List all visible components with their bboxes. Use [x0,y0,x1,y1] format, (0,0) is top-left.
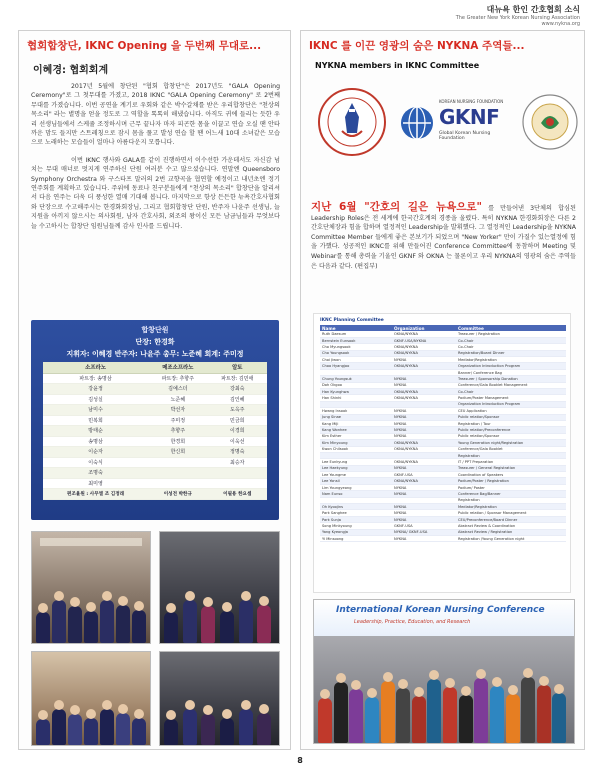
gknf-subtitle: Global Korean Nursing Foundation [439,131,491,141]
planning-cell: Abstract Review / Registration [456,529,566,535]
planning-cell: Treasurer / Sponsorship Donation [456,376,566,382]
choir-photo-stage [31,531,151,644]
roster-cell: 최승자 [208,457,267,468]
person-head [86,602,96,612]
roster-cell [208,468,267,479]
person-figure [201,606,215,643]
roster-cell [148,457,207,468]
person-head [102,591,112,601]
lead-rest: 를 만들어낸 [488,205,525,212]
roster-cell: 한신희 [148,447,207,458]
roster-row [43,426,267,437]
person-head [86,709,96,719]
person-figure [427,679,441,743]
person-head [203,597,213,607]
person-head [70,705,80,715]
person-head [241,700,251,710]
page-number: 8 [297,756,303,765]
planning-row [320,536,566,542]
person-head [367,688,377,698]
person-head [429,670,439,680]
person-figure [220,718,234,745]
person-head [102,700,112,710]
roster-cell: 노준혜 [148,394,207,405]
person-head [539,676,549,686]
person-head [222,602,232,612]
person-figure [521,677,535,743]
masthead-title: 대뉴욕 한인 간호협회 소식 [486,5,580,14]
roster-leaders: 지휘자: 이혜경 반주자: 나윤주 총무: 노준혜 회계: 주미정 [66,350,244,358]
roster-cell [208,478,267,489]
planning-cell: Choi Jiwon [320,357,392,363]
planning-cell: NYKNA [392,465,456,471]
planning-cell: Treasurer / Registration [456,331,566,337]
planning-cell: Registration [456,452,566,458]
masthead [456,4,580,27]
roster-row [43,384,267,395]
person-head [259,704,269,714]
person-figure [318,698,332,743]
planning-cell: Coordination of Speakers [456,472,566,478]
right-column [300,30,585,750]
planning-cell: OKNA/NYKNA [392,395,456,401]
planning-cell: Treasurer / General Registration [456,465,566,471]
roster-cell [148,478,207,489]
planning-cell: IT / PPT Preparation [456,459,566,465]
planning-cell: Mediator/Registration [456,504,566,510]
nykna-paragraph: 3단체의 합심된 Leadership Roles은 전 세계에 한국간호계의 경종을 울렸다. 특히 NYKNA 한경화회장은 다른 2간호단체장과 힘을 합하며 열정적인 Leadership을 발휘했다. 그 열정적인 Leadership을 NYKNA Committee Member 들에게 좋은 본보기가 되었으며 "New Yorker" 만이 가질수 있는열정에 힘을 가했다. 성공적인 IKNC를 위해 만들어진 Conference Committee에 동참하며 Meeting 및 Webinar를 통해 총력을 기울인 GKNF 와 OKNA 는 물론이고 우리 NYKNA의 영광의 숨은 주역들은 다음과 같다. (편집부) [311,205,576,270]
gknf-logo [399,99,509,149]
gknf-top-text: KOREAN NURSING FOUNDATION [439,99,504,104]
planning-cell: NYKNA [392,382,456,388]
planning-cell: Nam Eunso [320,491,392,497]
roster-cell: 김인혜 [208,394,267,405]
planning-cell: Cho Youngsook [320,350,392,356]
roster-header-alto: 알토 [208,362,267,373]
planning-cell: OKNA/NYKNA [392,440,456,446]
planning-cell: Podium/Poster Management [456,395,566,401]
planning-cell: OKNA/NYKNA [392,459,456,465]
person-figure [183,600,197,643]
lead-quote: 지난 6월 "간호의 길은 뉴욕으로" [311,201,482,213]
planning-cell: Kang Wonhee [320,427,392,433]
roster-row [43,436,267,447]
planning-cell: Doh Okgoo [320,382,392,388]
person-head [118,596,128,606]
person-figure [100,709,114,745]
roster-cell: 이욱선 [208,436,267,447]
planning-cell: CEU Application [456,408,566,414]
planning-cell: OKNA/NYKNA [392,363,456,369]
planning-cell: GKNF-USA [392,523,456,529]
roster-row [43,394,267,405]
planning-cell: Young Generation night/Registration [456,440,566,446]
person-figure [36,612,50,643]
roster-row [43,468,267,479]
left-column [18,30,291,750]
planning-committee-table [313,313,571,593]
planning-cell: Ruth Daesum [320,331,392,337]
person-figure [52,600,66,643]
roster-row [43,478,267,489]
planning-cell: Public relation/Sponsor [456,433,566,439]
planning-cell: Podium/Poster / Registration [456,478,566,484]
roster-cell: 최미영 [43,478,148,489]
planning-cell: Lim Youngyeong [320,484,392,490]
person-head [320,689,330,699]
roster-cell: 민금희 [208,415,267,426]
person-head [203,705,213,715]
choir-photo-closeup [159,651,280,746]
planning-cell: Yi Minsoong [320,536,392,542]
planning-cell: Registration /Young Generation night [456,536,566,542]
roster-cell: 추향주 [148,426,207,437]
committee-heading: NYKNA members in IKNC Committee [315,61,480,70]
planning-cell: Registration / Tour [456,420,566,426]
planning-cell: Conference/Gala Booklet Management [456,382,566,388]
okna-seal-logo [521,89,579,155]
planning-cell: Kim Minyoung [320,440,392,446]
person-head [38,603,48,613]
planning-cell: NYKNA/ GKNF-USA [392,529,456,535]
planning-cell: Public relation/Preconference [456,427,566,433]
planning-cell: NYKNA [392,414,456,420]
person-head [398,679,408,689]
choir-paragraph-1: 2017년 5월에 창단된 "협회 합창단"은 2017년도 "GALA Opening Ceremony"로 그 첫무대를 가졌고, 2018 IKNC "GALA Opening Ceremony" 로 2번째 무대를 가졌습니다. 이번 공연을 계기로 우회와 같은 박수갈채를 받은 우리합창단은 "천상의 목소리" 라는 별명을 얻을 정도로 그 역할을 톡톡히 해냈습니다. 아직도 귀에 들리는 듯한 우리 선생님들에서 스케쥴 조정하시며 근무 끝나자 마자 피곤한 몸을 이끌고 연습 오실 땐 안타까운 맘도 들지만 스트레칭으로 잠시 몸을 풀고 발성 연습 할 땐 어느새 10대 소녀같은 모습으로 노래하는 모습들이 얼마나 아름다운지 모릅니다. [31,83,280,147]
nykna-article-body [311,203,576,271]
person-figure [443,687,457,743]
person-figure [257,605,271,643]
planning-cell: NYKNA [392,376,456,382]
person-head [134,709,144,719]
planning-cell: NYKNA [392,408,456,414]
planning-cell: Conference/Gala Booklet [456,446,566,452]
roster-row [43,373,267,384]
stage-banner [40,538,142,546]
person-figure [474,678,488,743]
planning-cell: NYKNA [392,357,456,363]
person-head [383,672,393,682]
organization-logos [311,85,576,177]
person-figure [239,709,253,745]
person-figure [100,600,114,644]
person-figure [506,694,520,743]
planning-table [320,325,566,542]
planning-header-committee: Committee [456,325,566,331]
planning-cell: GKNF-USA [392,472,456,478]
gknf-globe-icon [399,105,435,141]
planning-cell: Mediator/Registration [456,357,566,363]
planning-cell: Song Minkyoung [320,523,392,529]
planning-cell: Jung Sinae [320,414,392,420]
planning-cell: OKNA/NYKNA [392,478,456,484]
person-figure [365,697,379,743]
choir-article-author: 이혜경: 협회회계 [33,65,109,76]
planning-cell: OKNA/NYKNA [392,344,456,350]
choir-article-body [19,82,290,231]
person-figure [220,611,234,643]
person-head [185,591,195,601]
planning-header-organization: Organization [392,325,456,331]
conference-banner-subtitle: Leadership, Practice, Education, and Research [354,619,471,625]
person-figure [132,610,146,643]
planning-cell: OKNA/NYKNA [392,350,456,356]
performance-figures [32,680,150,745]
person-head [222,709,232,719]
person-head [554,684,564,694]
planning-cell: Co-Chair [456,337,566,343]
person-figure [84,611,98,643]
choir-roster [31,320,279,520]
planning-cell: Registration [456,497,566,503]
roster-header-mezzo: 메조소프라노 [148,362,207,373]
choir-members-figures [32,565,150,643]
person-figure [349,689,363,743]
roster-cell: 파트장: 추향주 [148,373,207,384]
conference-attendees-figures [314,631,574,743]
roster-cell: 방태순 [43,426,148,437]
planning-cell: Lee Eunkyung [320,459,392,465]
person-head [241,591,251,601]
roster-cell: 강윤정 [43,384,148,395]
nykna-article-title [301,31,584,57]
roster-cell: 민복희 [43,415,148,426]
planning-cell: GKNF-USA/NYKNA [392,337,456,343]
closeup-figures [160,680,279,745]
choir-photo-performance [31,651,151,746]
planning-cell: Conference Bag/Banner [456,491,566,497]
planning-cell: Oh Kyoojins [320,504,392,510]
person-figure [459,695,473,743]
person-figure [116,713,130,745]
roster-cell: 정명숙 [208,447,267,458]
roster-cell: 한경희 [148,436,207,447]
choir-article-title: 협회합창단, IKNC Opening 을 두번째 무대로... [27,40,262,52]
roster-footer-cell: 편조율원 : 사무엘 조 김정래 [43,489,148,500]
nykna-title-text: IKNC 를 이끈 영광의 숨은 NYKNA 주역들... [309,40,525,52]
person-head [351,680,361,690]
singers-figures [160,565,279,643]
person-head [54,700,64,710]
planning-cell: Podium/ Poster [456,484,566,490]
person-figure [239,600,253,644]
planning-cell: Lee Yonsil [320,478,392,484]
person-head [336,673,346,683]
person-head [492,677,502,687]
roster-cell: 박선자 [148,405,207,416]
person-head [185,700,195,710]
person-figure [68,606,82,643]
roster-cell: 파트장: 송명삼 [43,373,148,384]
roster-footer-cell: 이필용 한요셉 [208,489,267,500]
person-figure [84,718,98,745]
planning-cell: NYKNA [392,427,456,433]
roster-cell: 파트장: 김민애 [208,373,267,384]
roster-cell: 이순자 [43,447,148,458]
planning-cell: Lee Haekyung [320,465,392,471]
person-figure [36,719,50,745]
planning-cell: Abstract Review & Coordination [456,523,566,529]
planning-cell: Organization Introduction Program [456,401,566,407]
planning-cell: OKNA/NYKNA [392,389,456,395]
planning-cell: OKNA/NYKNA [392,331,456,337]
roster-cell: 주미정 [148,415,207,426]
planning-cell: Bernstein Eunsook [320,337,392,343]
choir-photo-singers [159,531,280,644]
person-figure [183,709,197,745]
person-figure [257,713,271,745]
person-figure [52,709,66,745]
person-head [54,591,64,601]
planning-cell: Chung Youngsuk [320,376,392,382]
roster-cell: 남미수 [43,405,148,416]
roster-row [43,457,267,468]
roster-cell: 강최숙 [208,384,267,395]
planning-cell: Kang MiJi [320,420,392,426]
person-figure [164,612,178,643]
person-head [259,596,269,606]
roster-cell: 송명삼 [43,436,148,447]
planning-cell: Cho Myungsook [320,344,392,350]
planning-cell: Organization Introduction Program [456,363,566,369]
roster-header-soprano: 소프라노 [43,362,148,373]
person-head [38,710,48,720]
planning-header-name: Name [320,325,392,331]
person-head [166,603,176,613]
planning-cell: Public relation/Sponsor [456,414,566,420]
planning-cell: Han Kyunghwa [320,389,392,395]
person-head [461,686,471,696]
roster-row [43,405,267,416]
person-figure [201,714,215,745]
roster-footer-row [43,489,267,500]
person-figure [116,605,130,643]
roster-director: 단장: 한경화 [135,338,175,346]
planning-cell: Public relation / Sponsor Management [456,510,566,516]
planning-cell: Banner/ Conference Bag [456,369,566,375]
person-figure [334,682,348,743]
person-head [414,687,424,697]
roster-cell: 김예스더 [148,384,207,395]
conference-banner-title: International Korean Nursing Conference [336,605,545,615]
person-head [166,710,176,720]
person-head [118,704,128,714]
person-figure [552,693,566,743]
roster-cell: 이경희 [208,426,267,437]
roster-cell: 조명숙 [43,468,148,479]
person-head [445,678,455,688]
planning-cell: NYKNA [392,420,456,426]
nykna-seal-logo [317,87,387,157]
person-head [508,685,518,695]
planning-cell: Registration/Board Dinner [456,350,566,356]
planning-cell: NYKNA [392,536,456,542]
planning-cell: Co-Chair [456,344,566,350]
person-head [134,601,144,611]
planning-cell: NYKNA [392,491,456,497]
roster-footer-cell: 이성전 박한규 [148,489,207,500]
person-figure [132,718,146,745]
gknf-name: GKNF [439,105,500,129]
planning-cell: Kim Esther [320,433,392,439]
planning-cell: NYKNA [392,504,456,510]
planning-cell: Lee Youngme [320,472,392,478]
person-figure [164,719,178,745]
person-head [476,669,486,679]
planning-title: IKNC Planning Committee [320,318,384,323]
person-head [523,668,533,678]
choir-paragraph-2: 이번 IKNC 행사와 GALA를 같이 진행하면서 이수선한 가운데서도 자신감 넘치는 무대 매너로 멋지게 연주하신 단원 여러분 수고 많으셨습니다. 연말엔 Queensboro Symphony Orchestra 와 구스타프 말러의 2번 교향곡을 협연할 예정이고 내년초엔 정기 연주회를 계획하고 있습니다. 주위에 동료나 친구분들에게 "천상의 목소리" 합창단을 알리셔서 다음 연주는 더욱 더 풍성한 열매 기대해 봅니다. 마지막으로 항상 든든한 뉴욕간호사협회와 단장으로 수고해주시는 한경화회장님, 그리고 협회합창단 단원, 반주자 나윤주 선생님, 늘 지원을 아끼지 않으시는 의사회원, 남자 간호사회, 외조의 왕이신 모든 남금님들과 무엇보다 늘 수고하시는 합창단 임원님들께 감사 인사를 드립니다. [31,156,280,230]
roster-cell: 이숙식 [43,457,148,468]
person-figure [396,688,410,743]
planning-cell: Choo Hyangjoo [320,363,392,369]
person-figure [412,696,426,743]
roster-cell [148,468,207,479]
roster-cell: 도옥주 [208,405,267,416]
masthead-subtitle: The Greater New York Korean Nursing Association [455,15,580,21]
planning-cell: Han Shinhi [320,395,392,401]
roster-table [43,362,267,500]
person-figure [490,686,504,743]
roster-title: 합창단원 [141,326,169,334]
person-head [70,597,80,607]
planning-cell: NYKNA [392,516,456,522]
planning-cell: CEU/Preconference/Board Dinner [456,516,566,522]
planning-cell: NYKNA [392,433,456,439]
planning-cell: Hwang Insook [320,408,392,414]
planning-cell: NYKNA [392,484,456,490]
masthead-url: www.nykna.org [541,21,580,27]
planning-cell: Yang Kyeongja [320,529,392,535]
roster-row [43,447,267,458]
planning-cell: Park Sanghee [320,510,392,516]
roster-row [43,415,267,426]
planning-cell: Co-Chair [456,389,566,395]
planning-cell: OKNA/NYKNA [392,446,456,452]
planning-cell: NYKNA [392,510,456,516]
planning-cell: Kwon Chilsook [320,446,392,452]
roster-cell: 김성실 [43,394,148,405]
person-figure [537,685,551,743]
person-figure [68,714,82,745]
conference-group-photo [313,599,575,744]
person-figure [381,681,395,743]
planning-cell: Park Sunja [320,516,392,522]
